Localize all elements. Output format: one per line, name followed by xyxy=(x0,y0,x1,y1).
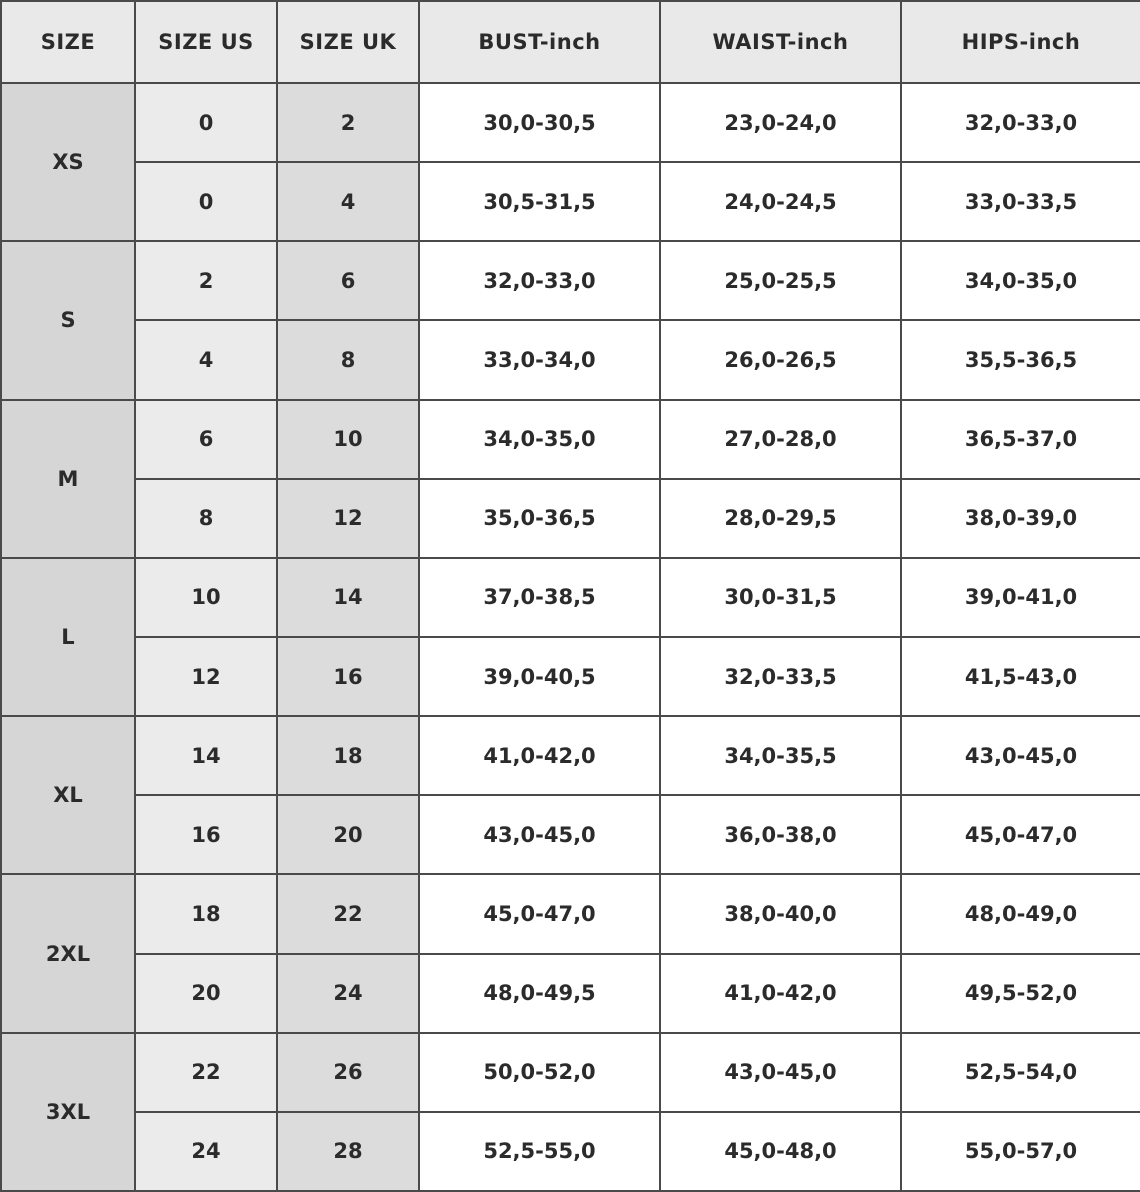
hips-value: 52,5-54,0 xyxy=(901,1033,1140,1112)
hips-value: 36,5-37,0 xyxy=(901,400,1140,479)
size-uk-value: 20 xyxy=(277,795,419,874)
size-uk-value: 22 xyxy=(277,874,419,953)
hips-value: 48,0-49,0 xyxy=(901,874,1140,953)
waist-value: 26,0-26,5 xyxy=(660,320,901,399)
waist-value: 23,0-24,0 xyxy=(660,83,901,162)
bust-value: 50,0-52,0 xyxy=(419,1033,660,1112)
hips-value: 49,5-52,0 xyxy=(901,954,1140,1033)
size-us-value: 2 xyxy=(135,241,277,320)
table-row xyxy=(1,558,1140,637)
size-uk-value: 14 xyxy=(277,558,419,637)
size-label: M xyxy=(1,400,135,558)
size-us-value: 10 xyxy=(135,558,277,637)
table-row xyxy=(1,241,1140,320)
table-row xyxy=(1,637,1140,716)
table-row xyxy=(1,479,1140,558)
size-label: 3XL xyxy=(1,1033,135,1191)
size-label: XL xyxy=(1,716,135,874)
waist-value: 30,0-31,5 xyxy=(660,558,901,637)
bust-value: 37,0-38,5 xyxy=(419,558,660,637)
waist-value: 34,0-35,5 xyxy=(660,716,901,795)
waist-value: 45,0-48,0 xyxy=(660,1112,901,1191)
hips-value: 34,0-35,0 xyxy=(901,241,1140,320)
size-uk-value: 28 xyxy=(277,1112,419,1191)
bust-value: 33,0-34,0 xyxy=(419,320,660,399)
bust-value: 32,0-33,0 xyxy=(419,241,660,320)
waist-value: 36,0-38,0 xyxy=(660,795,901,874)
header-waist: WAIST-inch xyxy=(660,1,901,83)
bust-value: 43,0-45,0 xyxy=(419,795,660,874)
hips-value: 55,0-57,0 xyxy=(901,1112,1140,1191)
hips-value: 39,0-41,0 xyxy=(901,558,1140,637)
size-uk-value: 6 xyxy=(277,241,419,320)
size-us-value: 24 xyxy=(135,1112,277,1191)
table-row xyxy=(1,83,1140,162)
size-us-value: 22 xyxy=(135,1033,277,1112)
size-us-value: 8 xyxy=(135,479,277,558)
hips-value: 43,0-45,0 xyxy=(901,716,1140,795)
size-us-value: 6 xyxy=(135,400,277,479)
size-us-value: 0 xyxy=(135,162,277,241)
hips-value: 35,5-36,5 xyxy=(901,320,1140,399)
header-hips: HIPS-inch xyxy=(901,1,1140,83)
hips-value: 33,0-33,5 xyxy=(901,162,1140,241)
size-us-value: 4 xyxy=(135,320,277,399)
waist-value: 32,0-33,5 xyxy=(660,637,901,716)
waist-value: 28,0-29,5 xyxy=(660,479,901,558)
bust-value: 34,0-35,0 xyxy=(419,400,660,479)
waist-value: 38,0-40,0 xyxy=(660,874,901,953)
table-row xyxy=(1,954,1140,1033)
table-row xyxy=(1,716,1140,795)
table-row xyxy=(1,874,1140,953)
bust-value: 45,0-47,0 xyxy=(419,874,660,953)
table-row xyxy=(1,1033,1140,1112)
size-uk-value: 8 xyxy=(277,320,419,399)
waist-value: 43,0-45,0 xyxy=(660,1033,901,1112)
size-label: S xyxy=(1,241,135,399)
hips-value: 41,5-43,0 xyxy=(901,637,1140,716)
size-uk-value: 2 xyxy=(277,83,419,162)
waist-value: 41,0-42,0 xyxy=(660,954,901,1033)
size-uk-value: 12 xyxy=(277,479,419,558)
header-size-uk: SIZE UK xyxy=(277,1,419,83)
size-uk-value: 18 xyxy=(277,716,419,795)
header-size-us: SIZE US xyxy=(135,1,277,83)
bust-value: 52,5-55,0 xyxy=(419,1112,660,1191)
table-row xyxy=(1,162,1140,241)
bust-value: 30,0-30,5 xyxy=(419,83,660,162)
size-us-value: 12 xyxy=(135,637,277,716)
size-us-value: 18 xyxy=(135,874,277,953)
header-bust: BUST-inch xyxy=(419,1,660,83)
size-label: XS xyxy=(1,83,135,241)
table-row xyxy=(1,400,1140,479)
size-uk-value: 16 xyxy=(277,637,419,716)
table-body xyxy=(1,83,1140,1191)
table-row xyxy=(1,1112,1140,1191)
size-us-value: 16 xyxy=(135,795,277,874)
size-us-value: 14 xyxy=(135,716,277,795)
size-label: L xyxy=(1,558,135,716)
size-uk-value: 10 xyxy=(277,400,419,479)
bust-value: 35,0-36,5 xyxy=(419,479,660,558)
size-label: 2XL xyxy=(1,874,135,1032)
bust-value: 39,0-40,5 xyxy=(419,637,660,716)
waist-value: 27,0-28,0 xyxy=(660,400,901,479)
size-uk-value: 26 xyxy=(277,1033,419,1112)
bust-value: 41,0-42,0 xyxy=(419,716,660,795)
size-uk-value: 24 xyxy=(277,954,419,1033)
waist-value: 24,0-24,5 xyxy=(660,162,901,241)
hips-value: 45,0-47,0 xyxy=(901,795,1140,874)
size-uk-value: 4 xyxy=(277,162,419,241)
bust-value: 48,0-49,5 xyxy=(419,954,660,1033)
hips-value: 38,0-39,0 xyxy=(901,479,1140,558)
header-row xyxy=(1,1,1140,83)
bust-value: 30,5-31,5 xyxy=(419,162,660,241)
table-header xyxy=(1,1,1140,83)
waist-value: 25,0-25,5 xyxy=(660,241,901,320)
table-row xyxy=(1,795,1140,874)
hips-value: 32,0-33,0 xyxy=(901,83,1140,162)
size-us-value: 20 xyxy=(135,954,277,1033)
table-row xyxy=(1,320,1140,399)
header-size: SIZE xyxy=(1,1,135,83)
size-us-value: 0 xyxy=(135,83,277,162)
